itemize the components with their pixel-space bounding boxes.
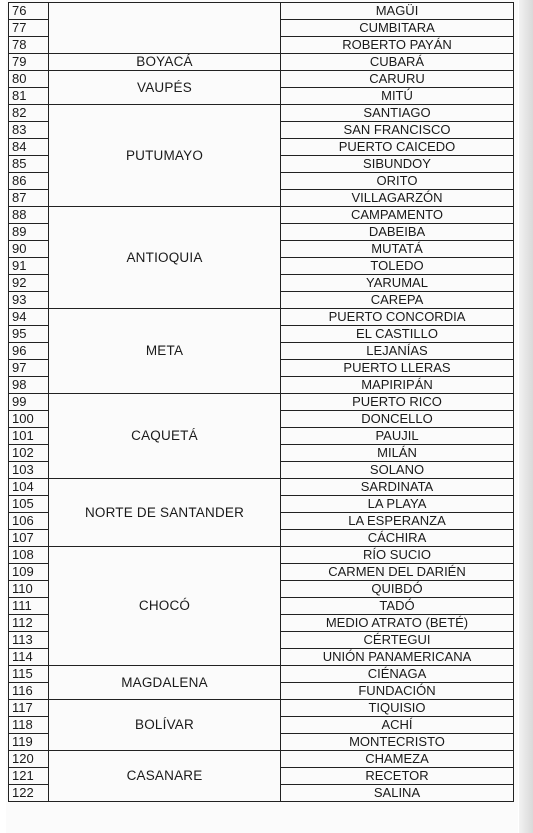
row-number: 77 xyxy=(9,20,49,37)
municipality-cell: MAGÜI xyxy=(281,3,514,20)
table-row xyxy=(9,751,514,768)
department-cell: PUTUMAYO xyxy=(49,105,281,207)
table-row xyxy=(9,394,514,411)
municipality-cell: DONCELLO xyxy=(281,411,514,428)
row-number: 85 xyxy=(9,156,49,173)
table-row xyxy=(9,547,514,564)
municipality-cell: PAUJIL xyxy=(281,428,514,445)
table-row xyxy=(9,3,514,20)
municipality-cell: MITÚ xyxy=(281,88,514,105)
municipality-cell: EL CASTILLO xyxy=(281,326,514,343)
row-number: 106 xyxy=(9,513,49,530)
table-row xyxy=(9,479,514,496)
scan-edge xyxy=(519,0,533,833)
row-number: 95 xyxy=(9,326,49,343)
row-number: 76 xyxy=(9,3,49,20)
row-number: 100 xyxy=(9,411,49,428)
municipality-cell: RÍO SUCIO xyxy=(281,547,514,564)
row-number: 109 xyxy=(9,564,49,581)
row-number: 88 xyxy=(9,207,49,224)
municipality-cell: DABEIBA xyxy=(281,224,514,241)
municipality-cell: CAMPAMENTO xyxy=(281,207,514,224)
table-row xyxy=(9,666,514,683)
municipality-cell: TIQUISIO xyxy=(281,700,514,717)
municipality-cell: CUBARÁ xyxy=(281,54,514,71)
row-number: 121 xyxy=(9,768,49,785)
municipality-cell: TOLEDO xyxy=(281,258,514,275)
municipality-cell: MEDIO ATRATO (BETÉ) xyxy=(281,615,514,632)
row-number: 102 xyxy=(9,445,49,462)
row-number: 115 xyxy=(9,666,49,683)
row-number: 80 xyxy=(9,71,49,88)
row-number: 86 xyxy=(9,173,49,190)
municipality-cell: LEJANÍAS xyxy=(281,343,514,360)
municipality-cell: PUERTO CAICEDO xyxy=(281,139,514,156)
municipality-cell: SOLANO xyxy=(281,462,514,479)
municipality-cell: PUERTO CONCORDIA xyxy=(281,309,514,326)
municipality-cell: MILÁN xyxy=(281,445,514,462)
table-row xyxy=(9,309,514,326)
municipality-cell: CAREPA xyxy=(281,292,514,309)
municipality-cell: SARDINATA xyxy=(281,479,514,496)
municipality-cell: ORITO xyxy=(281,173,514,190)
row-number: 105 xyxy=(9,496,49,513)
municipality-cell: MUTATÁ xyxy=(281,241,514,258)
row-number: 97 xyxy=(9,360,49,377)
row-number: 87 xyxy=(9,190,49,207)
row-number: 84 xyxy=(9,139,49,156)
municipality-cell: ACHÍ xyxy=(281,717,514,734)
row-number: 89 xyxy=(9,224,49,241)
municipality-cell: SAN FRANCISCO xyxy=(281,122,514,139)
table-row xyxy=(9,207,514,224)
row-number: 118 xyxy=(9,717,49,734)
row-number: 103 xyxy=(9,462,49,479)
row-number: 92 xyxy=(9,275,49,292)
row-number: 110 xyxy=(9,581,49,598)
row-number: 78 xyxy=(9,37,49,54)
municipality-cell: CUMBITARA xyxy=(281,20,514,37)
municipality-cell: LA ESPERANZA xyxy=(281,513,514,530)
department-cell: BOYACÁ xyxy=(49,54,281,71)
row-number: 114 xyxy=(9,649,49,666)
row-number: 111 xyxy=(9,598,49,615)
department-cell: VAUPÉS xyxy=(49,71,281,105)
row-number: 98 xyxy=(9,377,49,394)
municipality-cell: QUIBDÓ xyxy=(281,581,514,598)
municipality-cell: PUERTO LLERAS xyxy=(281,360,514,377)
department-cell xyxy=(49,3,281,54)
municipality-cell: CHAMEZA xyxy=(281,751,514,768)
table-row xyxy=(9,700,514,717)
row-number: 83 xyxy=(9,122,49,139)
row-number: 101 xyxy=(9,428,49,445)
municipality-cell: CÁCHIRA xyxy=(281,530,514,547)
municipality-cell: CARURU xyxy=(281,71,514,88)
row-number: 113 xyxy=(9,632,49,649)
municipality-cell: LA PLAYA xyxy=(281,496,514,513)
row-number: 82 xyxy=(9,105,49,122)
department-cell: META xyxy=(49,309,281,394)
table-row xyxy=(9,54,514,71)
row-number: 81 xyxy=(9,88,49,105)
municipality-cell: CIÉNAGA xyxy=(281,666,514,683)
department-cell: CASANARE xyxy=(49,751,281,802)
department-cell: ANTIOQUIA xyxy=(49,207,281,309)
department-cell: NORTE DE SANTANDER xyxy=(49,479,281,547)
municipality-cell: SALINA xyxy=(281,785,514,802)
municipality-cell: MONTECRISTO xyxy=(281,734,514,751)
row-number: 108 xyxy=(9,547,49,564)
municipality-cell: CARMEN DEL DARIÉN xyxy=(281,564,514,581)
municipality-cell: SANTIAGO xyxy=(281,105,514,122)
row-number: 107 xyxy=(9,530,49,547)
row-number: 117 xyxy=(9,700,49,717)
row-number: 96 xyxy=(9,343,49,360)
row-number: 119 xyxy=(9,734,49,751)
document-page xyxy=(6,0,518,833)
municipality-cell: TADÓ xyxy=(281,598,514,615)
municipality-cell: YARUMAL xyxy=(281,275,514,292)
department-cell: MAGDALENA xyxy=(49,666,281,700)
municipality-cell: ROBERTO PAYÁN xyxy=(281,37,514,54)
row-number: 99 xyxy=(9,394,49,411)
row-number: 93 xyxy=(9,292,49,309)
municipality-cell: MAPIRIPÁN xyxy=(281,377,514,394)
table-body xyxy=(9,3,514,802)
municipality-cell: RECETOR xyxy=(281,768,514,785)
department-cell: CHOCÓ xyxy=(49,547,281,666)
municipality-cell: FUNDACIÓN xyxy=(281,683,514,700)
municipalities-table xyxy=(8,2,514,802)
municipality-cell: PUERTO RICO xyxy=(281,394,514,411)
department-cell: CAQUETÁ xyxy=(49,394,281,479)
row-number: 90 xyxy=(9,241,49,258)
table-row xyxy=(9,105,514,122)
table-row xyxy=(9,71,514,88)
municipality-cell: SIBUNDOY xyxy=(281,156,514,173)
municipality-cell: UNIÓN PANAMERICANA xyxy=(281,649,514,666)
department-cell: BOLÍVAR xyxy=(49,700,281,751)
row-number: 79 xyxy=(9,54,49,71)
row-number: 112 xyxy=(9,615,49,632)
row-number: 120 xyxy=(9,751,49,768)
municipality-cell: CÉRTEGUI xyxy=(281,632,514,649)
row-number: 104 xyxy=(9,479,49,496)
row-number: 116 xyxy=(9,683,49,700)
row-number: 94 xyxy=(9,309,49,326)
row-number: 91 xyxy=(9,258,49,275)
municipality-cell: VILLAGARZÓN xyxy=(281,190,514,207)
row-number: 122 xyxy=(9,785,49,802)
